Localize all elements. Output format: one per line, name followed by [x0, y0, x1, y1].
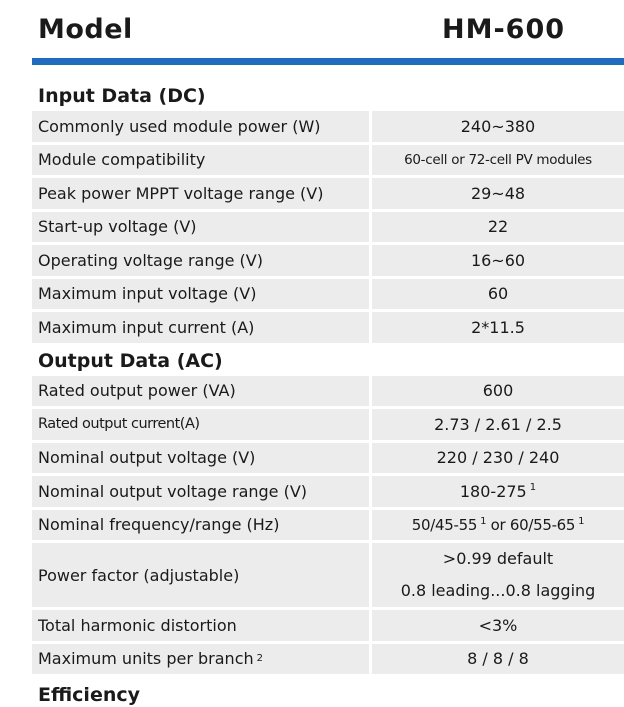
header-divider [32, 58, 624, 65]
value-text: 180-275 [459, 481, 527, 501]
value-line: 0.8 leading...0.8 lagging [400, 581, 596, 600]
row-label: Power factor (adjustable) [32, 543, 369, 607]
row-value: 240~380 [372, 111, 624, 142]
row-value: 60-cell or 72-cell PV modules [372, 145, 624, 176]
row-label: Commonly used module power (W) [32, 111, 369, 142]
value-text: or 60/55-65 [490, 515, 576, 534]
table-row [32, 409, 624, 440]
table-row [32, 279, 624, 310]
row-label: Total harmonic distortion [32, 610, 369, 641]
row-label: Module compatibility [32, 145, 369, 176]
section-title-efficiency: Efficiency [38, 684, 141, 706]
spec-table [32, 78, 624, 674]
row-value [372, 510, 624, 541]
row-label: Peak power MPPT voltage range (V) [32, 178, 369, 209]
row-label: Nominal output voltage (V) [32, 443, 369, 474]
table-row [32, 111, 624, 142]
row-value: 8 / 8 / 8 [372, 644, 624, 675]
table-row [32, 178, 624, 209]
table-row [32, 610, 624, 641]
table-row [32, 510, 624, 541]
table-row [32, 145, 624, 176]
label-text: Maximum units per branch [38, 649, 254, 669]
row-value: 22 [372, 212, 624, 243]
row-label: Maximum input voltage (V) [32, 279, 369, 310]
footnote-marker: 1 [578, 515, 585, 527]
footnote-marker: 2 [256, 653, 263, 665]
table-row [32, 543, 624, 607]
row-value [372, 543, 624, 607]
section-title-output: Output Data (AC) [38, 349, 223, 372]
row-value: 16~60 [372, 245, 624, 276]
value-line: >0.99 default [442, 549, 554, 568]
footnote-marker: 1 [480, 515, 487, 527]
model-name: HM-600 [442, 14, 566, 45]
row-label: Operating voltage range (V) [32, 245, 369, 276]
row-value: 600 [372, 376, 624, 407]
footnote-marker: 1 [529, 482, 537, 494]
value-text: 50/45-55 [411, 515, 478, 534]
table-row [32, 212, 624, 243]
table-row [32, 476, 624, 507]
table-row [32, 644, 624, 675]
table-row [32, 376, 624, 407]
row-value: 220 / 230 / 240 [372, 443, 624, 474]
table-row [32, 245, 624, 276]
table-row [32, 312, 624, 343]
row-value: 2*11.5 [372, 312, 624, 343]
section-title-input: Input Data (DC) [38, 85, 206, 107]
row-value: <3% [372, 610, 624, 641]
row-label: Start-up voltage (V) [32, 212, 369, 243]
row-value: 2.73 / 2.61 / 2.5 [372, 409, 624, 440]
row-label: Rated output power (VA) [32, 376, 369, 407]
row-label: Rated output current(A) [32, 409, 369, 440]
model-label: Model [38, 14, 133, 45]
row-value [372, 476, 624, 507]
table-row [32, 443, 624, 474]
row-label [32, 644, 369, 675]
row-value: 60 [372, 279, 624, 310]
row-value: 29~48 [372, 178, 624, 209]
row-label: Nominal output voltage range (V) [32, 476, 369, 507]
spec-header [0, 0, 624, 58]
row-label: Maximum input current (A) [32, 312, 369, 343]
row-label: Nominal frequency/range (Hz) [32, 510, 369, 541]
